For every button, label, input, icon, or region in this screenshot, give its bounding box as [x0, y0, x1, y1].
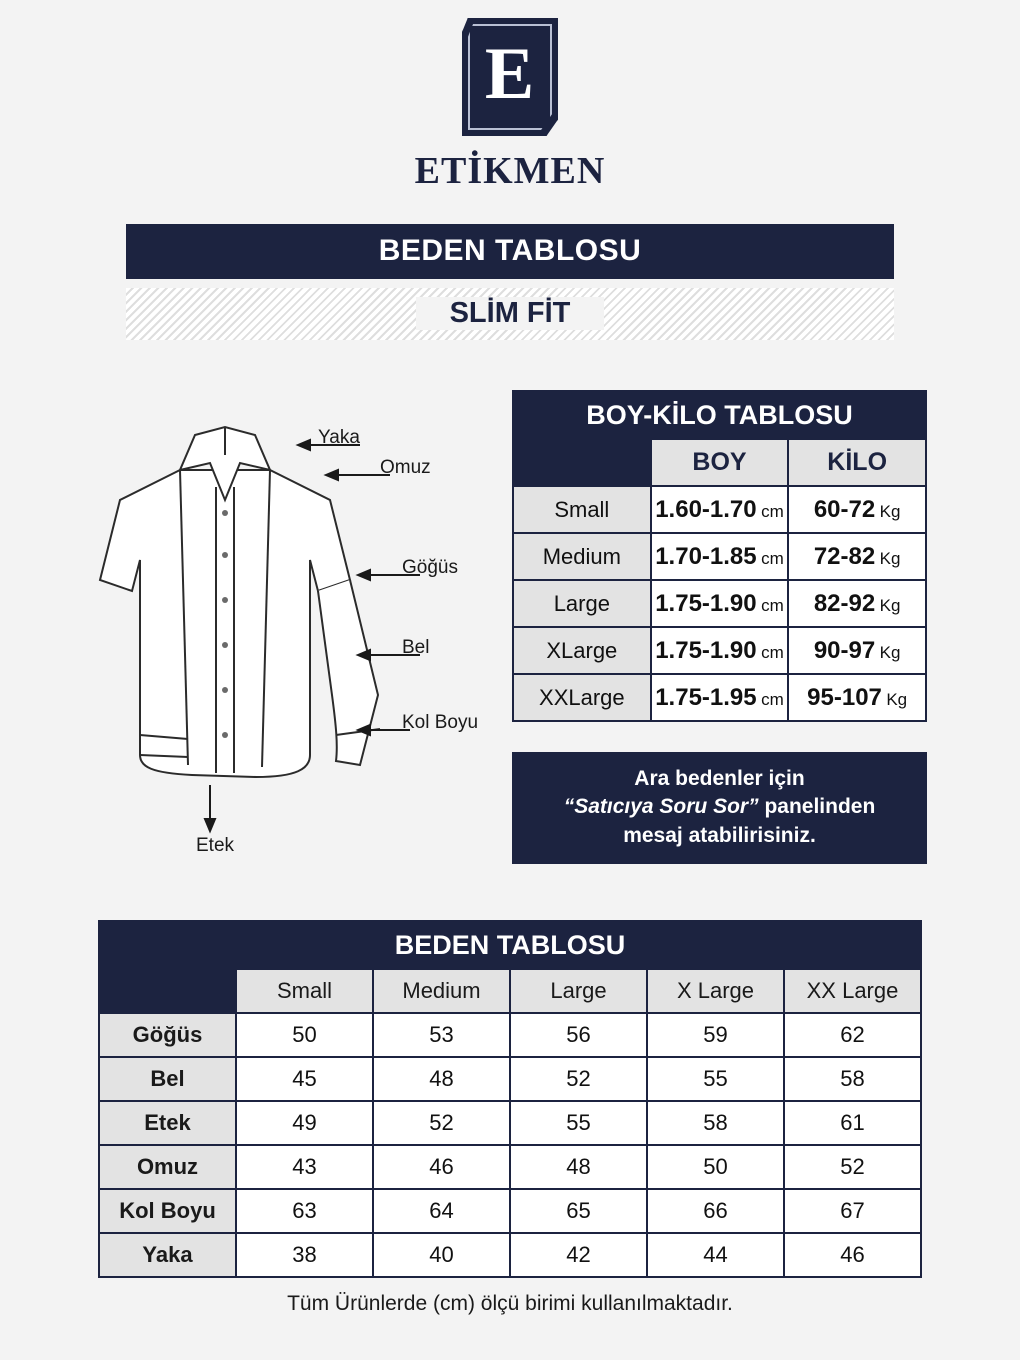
- weight-unit: Kg: [879, 595, 901, 615]
- height-value: 1.75-1.90: [655, 636, 757, 664]
- table-row: [99, 1013, 921, 1057]
- measurement-value: 46: [784, 1233, 921, 1277]
- measurement-value: 62: [784, 1013, 921, 1057]
- intermediate-sizes-note: [512, 752, 927, 864]
- footer-note: Tüm Ürünlerde (cm) ölçü birimi kullanılmaktadır.: [287, 1292, 733, 1315]
- measurements-table-title: BEDEN TABLOSU: [99, 921, 921, 969]
- height-weight-size: XLarge: [513, 627, 651, 674]
- height-value: 1.75-1.95: [655, 683, 757, 711]
- measurement-label: Kol Boyu: [99, 1189, 236, 1233]
- table-row: [99, 1189, 921, 1233]
- note-line-2-rest: panelinden: [758, 795, 876, 819]
- measurement-value: 46: [373, 1145, 510, 1189]
- measurement-value: 59: [647, 1013, 784, 1057]
- weight-value: 60-72: [813, 495, 876, 523]
- height-weight-weight: [788, 533, 926, 580]
- measurement-value: 40: [373, 1233, 510, 1277]
- measurement-value: 58: [647, 1101, 784, 1145]
- height-unit: cm: [761, 501, 784, 521]
- measurement-value: 44: [647, 1233, 784, 1277]
- measurement-value: 52: [373, 1101, 510, 1145]
- measurement-value: 65: [510, 1189, 647, 1233]
- height-weight-size: Large: [513, 580, 651, 627]
- weight-value: 72-82: [813, 542, 876, 570]
- height-weight-size: XXLarge: [513, 674, 651, 721]
- measurement-value: 45: [236, 1057, 373, 1101]
- shirt-illustration-icon: [60, 395, 510, 865]
- measurements-table: [98, 920, 922, 1278]
- height-weight-height: [651, 627, 789, 674]
- height-unit: cm: [761, 595, 784, 615]
- measurement-value: 55: [647, 1057, 784, 1101]
- measurements-header-medium: Medium: [373, 969, 510, 1013]
- measurement-value: 61: [784, 1101, 921, 1145]
- measurements-header-small: Small: [236, 969, 373, 1013]
- weight-unit: Kg: [879, 548, 901, 568]
- measurement-value: 43: [236, 1145, 373, 1189]
- measurements-header-row: [99, 969, 921, 1013]
- page-title: BEDEN TABLOSU: [126, 224, 894, 279]
- measurement-value: 53: [373, 1013, 510, 1057]
- weight-value: 90-97: [813, 636, 876, 664]
- height-weight-table-title: BOY-KİLO TABLOSU: [513, 391, 926, 439]
- table-row: [99, 1057, 921, 1101]
- diagram-label-waist: Bel: [402, 637, 430, 658]
- height-value: 1.60-1.70: [655, 495, 757, 523]
- measurement-value: 50: [236, 1013, 373, 1057]
- measurement-label: Göğüs: [99, 1013, 236, 1057]
- weight-value: 95-107: [807, 683, 882, 711]
- measurement-value: 38: [236, 1233, 373, 1277]
- height-unit: cm: [761, 642, 784, 662]
- measurement-label: Bel: [99, 1057, 236, 1101]
- page-subtitle-text: SLİM FİT: [416, 297, 605, 330]
- height-weight-header-row: [513, 439, 926, 486]
- brand-logo: [0, 18, 1020, 193]
- measurement-value: 67: [784, 1189, 921, 1233]
- measurement-value: 48: [510, 1145, 647, 1189]
- table-row: [99, 1101, 921, 1145]
- height-unit: cm: [761, 548, 784, 568]
- height-unit: cm: [761, 689, 784, 709]
- measurement-value: 58: [784, 1057, 921, 1101]
- measurement-value: 64: [373, 1189, 510, 1233]
- height-weight-table: [512, 390, 927, 722]
- logo-letter: E: [484, 32, 536, 115]
- shirt-diagram: [60, 395, 510, 865]
- weight-value: 82-92: [813, 589, 876, 617]
- table-row: [99, 1233, 921, 1277]
- measurement-value: 55: [510, 1101, 647, 1145]
- height-weight-size: Medium: [513, 533, 651, 580]
- height-weight-header-kilo: KİLO: [788, 439, 926, 486]
- diagram-label-collar: Yaka: [318, 427, 360, 448]
- height-weight-weight: [788, 674, 926, 721]
- height-value: 1.75-1.90: [655, 589, 757, 617]
- table-row: [99, 1145, 921, 1189]
- height-weight-weight: [788, 486, 926, 533]
- measurements-table-title-row: [99, 921, 921, 969]
- diagram-label-sleeve: Kol Boyu: [402, 712, 479, 733]
- height-weight-table-title-row: [513, 391, 926, 439]
- brand-name: ETİKMEN: [414, 150, 606, 192]
- measurement-value: 52: [510, 1057, 647, 1101]
- diagram-label-shoulder: Omuz: [380, 457, 431, 478]
- measurement-label: Etek: [99, 1101, 236, 1145]
- measurement-label: Omuz: [99, 1145, 236, 1189]
- logo-shield-icon: [462, 18, 558, 136]
- height-value: 1.70-1.85: [655, 542, 757, 570]
- weight-unit: Kg: [886, 689, 908, 709]
- measurements-header-xlarge: X Large: [647, 969, 784, 1013]
- page-subtitle: [126, 288, 894, 340]
- note-quote: “Satıcıya Soru Sor”: [563, 795, 759, 819]
- weight-unit: Kg: [879, 501, 901, 521]
- measurement-value: 63: [236, 1189, 373, 1233]
- height-weight-header-boy: BOY: [651, 439, 789, 486]
- table-row: [513, 627, 926, 674]
- measurements-header-empty: [99, 969, 236, 1013]
- table-row: [513, 674, 926, 721]
- table-row: [513, 580, 926, 627]
- measurement-value: 49: [236, 1101, 373, 1145]
- height-weight-header-empty: [513, 439, 651, 486]
- note-line-1: Ara bedenler için: [634, 767, 805, 790]
- height-weight-size: Small: [513, 486, 651, 533]
- measurement-value: 42: [510, 1233, 647, 1277]
- note-line-3: mesaj atabilirisiniz.: [623, 823, 816, 847]
- table-row: [513, 486, 926, 533]
- measurement-value: 66: [647, 1189, 784, 1233]
- measurement-value: 48: [373, 1057, 510, 1101]
- height-weight-height: [651, 486, 789, 533]
- measurements-header-large: Large: [510, 969, 647, 1013]
- measurement-label: Yaka: [99, 1233, 236, 1277]
- diagram-label-hem: Etek: [196, 835, 235, 856]
- note-line-2: [522, 793, 917, 821]
- height-weight-height: [651, 533, 789, 580]
- height-weight-weight: [788, 580, 926, 627]
- measurement-value: 56: [510, 1013, 647, 1057]
- diagram-label-chest: Göğüs: [402, 557, 458, 578]
- measurements-header-xxlarge: XX Large: [784, 969, 921, 1013]
- height-weight-height: [651, 674, 789, 721]
- height-weight-weight: [788, 627, 926, 674]
- weight-unit: Kg: [879, 642, 901, 662]
- table-row: [513, 533, 926, 580]
- height-weight-height: [651, 580, 789, 627]
- measurement-value: 50: [647, 1145, 784, 1189]
- measurement-value: 52: [784, 1145, 921, 1189]
